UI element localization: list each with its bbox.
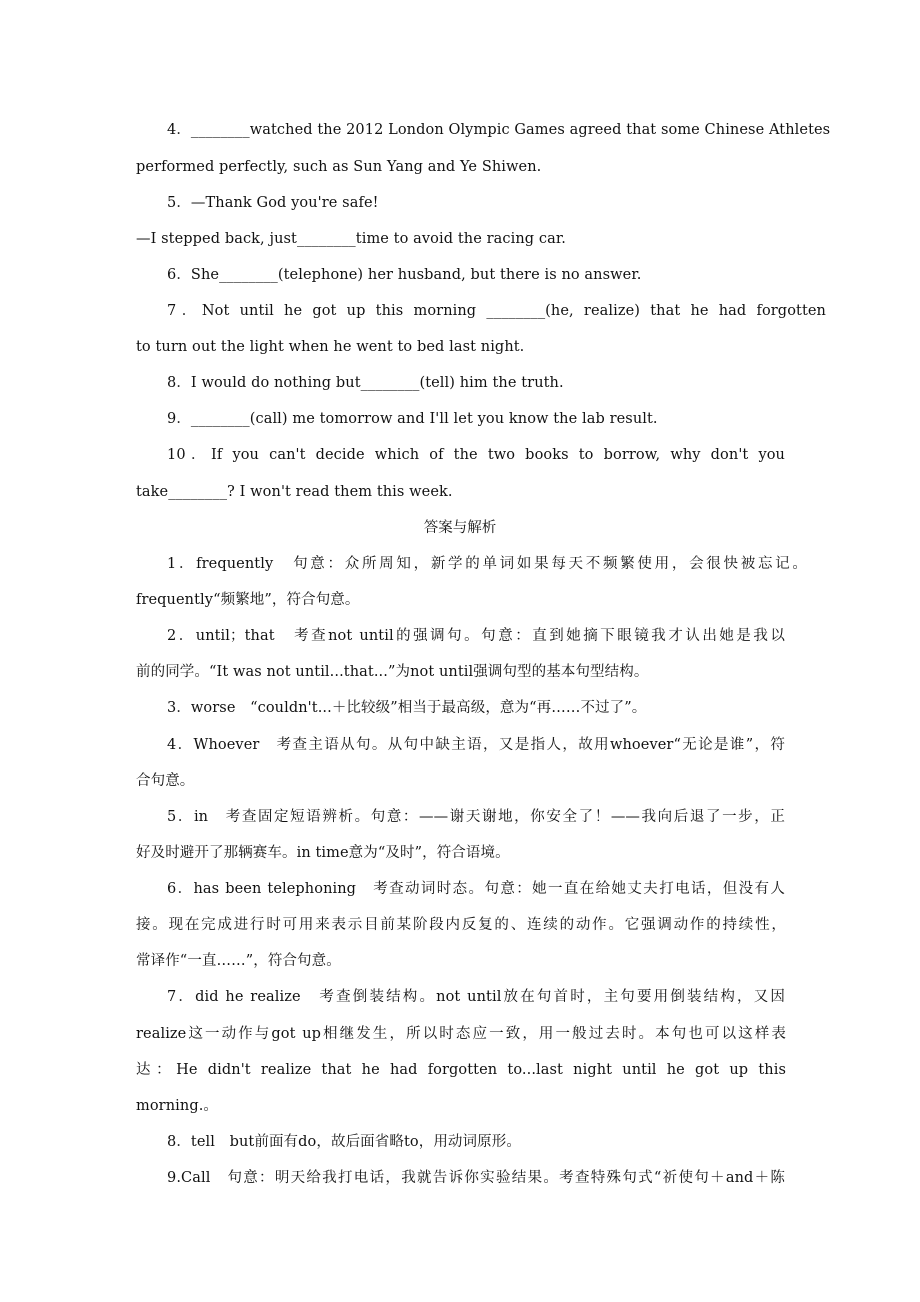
answer-1-line-2: frequently“频繁地”，符合句意。	[136, 592, 360, 608]
answer-4-line-1: 4．Whoever 考查主语从句。从句中缺主语，又是指人，故用whoever“无论是谁”，符	[167, 737, 785, 753]
answer-9-line-1: 9.Call 句意：明天给我打电话，我就告诉你实验结果。考查特殊句式“祈使句＋and＋陈	[167, 1170, 785, 1186]
answer-section-heading: 答案与解析	[423, 520, 497, 536]
answer-6-line-1: 6．has been telephoning 考查动词时态。句意：她一直在给她丈夫打电话，但没有人	[167, 881, 785, 897]
answer-7-line-1: 7．did he realize 考查倒装结构。not until放在句首时，主句要用倒装结构，又因	[167, 989, 785, 1005]
answer-6-line-3: 常译作“一直……”，符合句意。	[136, 953, 341, 969]
answer-7-line-4: morning.。	[136, 1098, 219, 1114]
answer-7-line-3: 达：He didn't realize that he had forgotten to...last night until he got up this	[136, 1062, 786, 1078]
answer-1-line-1: 1．frequently 句意：众所周知，新学的单词如果每天不频繁使用，会很快被忘记。	[167, 556, 807, 572]
question-5-line-2: —I stepped back, just________time to avoid the racing car.	[136, 231, 566, 247]
question-8: 8．I would do nothing but________(tell) him the truth.	[167, 375, 564, 391]
question-4-line-1: 4．________watched the 2012 London Olympic Games agreed that some Chinese Athletes	[167, 122, 831, 138]
question-7-line-2: to turn out the light when he went to bed last night.	[136, 339, 525, 355]
question-10-line-2: take________? I won't read them this week.	[136, 484, 453, 500]
answer-5-line-2: 好及时避开了那辆赛车。in time意为“及时”，符合语境。	[136, 845, 510, 861]
question-9: 9．________(call) me tomorrow and I'll let you know the lab result.	[167, 411, 658, 427]
question-6: 6．She________(telephone) her husband, but there is no answer.	[167, 267, 642, 283]
answer-7-line-2: realize这一动作与got up相继发生，所以时态应一致，用一般过去时。本句也可以这样表	[136, 1026, 786, 1042]
answer-2-line-1: 2．until；that 考查not until的强调句。句意：直到她摘下眼镜我才认出她是我以	[167, 628, 785, 644]
answer-2-line-2: 前的同学。“It was not until...that...”为not until强调句型的基本句型结构。	[136, 664, 649, 680]
question-7-line-1: 7．Not until he got up this morning ________(he, realize) that he had forgotten	[167, 303, 826, 319]
answer-5-line-1: 5．in 考查固定短语辨析。句意：——谢天谢地，你安全了！——我向后退了一步，正	[167, 809, 785, 825]
question-5-line-1: 5．—Thank God you're safe!	[167, 195, 379, 211]
answer-4-line-2: 合句意。	[136, 773, 195, 789]
answer-3: 3．worse “couldn't...＋比较级”相当于最高级，意为“再……不过了”。	[167, 700, 647, 716]
question-4-line-2: performed perfectly, such as Sun Yang and Ye Shiwen.	[136, 159, 542, 175]
answer-8: 8．tell but前面有do，故后面省略to，用动词原形。	[167, 1134, 521, 1150]
answer-6-line-2: 接。现在完成进行时可用来表示目前某阶段内反复的、连续的动作。它强调动作的持续性，	[136, 917, 786, 933]
question-10-line-1: 10．If you can't decide which of the two books to borrow, why don't you	[167, 447, 785, 463]
